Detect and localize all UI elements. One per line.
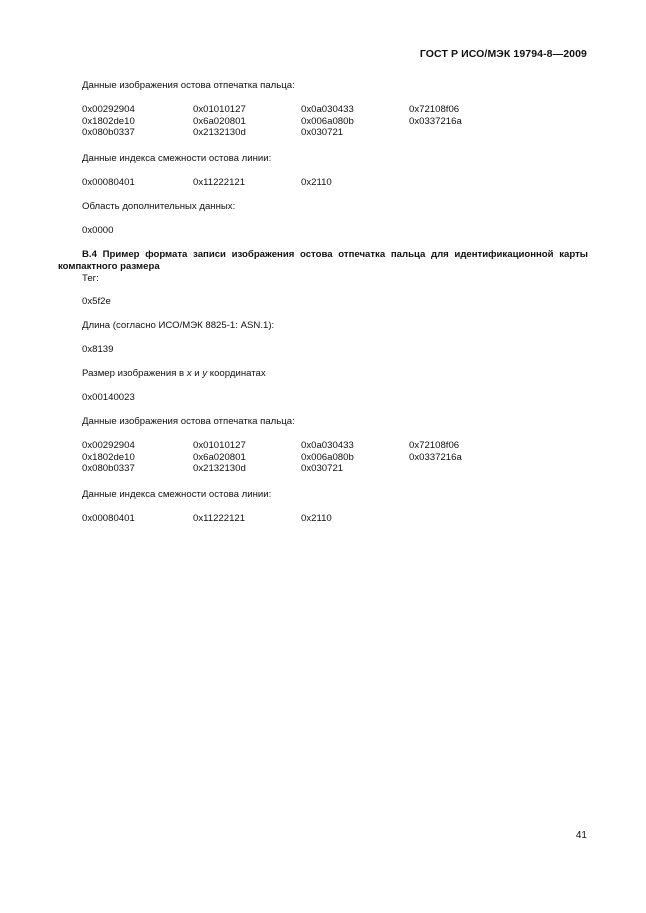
grid-cell: 0x00080401 [82, 513, 135, 524]
grid-cell: 0x2132130d [193, 127, 246, 138]
grid-cell: 0x72108f06 [409, 104, 460, 115]
tag-value: 0x5f2e [82, 296, 111, 307]
grid-cell: 0x11222121 [193, 177, 246, 188]
grid-cell: 0x030721 [301, 127, 344, 138]
image-size-label [82, 368, 266, 380]
image-size-label-and: и [191, 368, 203, 379]
grid-row [82, 440, 517, 452]
grid-row [82, 452, 517, 464]
skeleton-data-label: Данные изображения остова отпечатка пальца: [82, 416, 295, 427]
tag-label: Тег: [82, 273, 99, 284]
section-heading [58, 249, 588, 273]
grid-cell: 0x00292904 [82, 104, 135, 115]
grid-cell: 0x6a020801 [193, 115, 246, 127]
grid-cell: 0x11222121 [193, 513, 246, 524]
grid-cell [409, 463, 517, 475]
grid-cell: 0x0a030433 [301, 440, 354, 451]
grid-cell: 0x1802de10 [82, 115, 135, 127]
extended-data-value: 0x0000 [82, 225, 114, 236]
adjacency-index-label: Данные индекса смежности остова линии: [82, 489, 272, 500]
grid-cell: 0x030721 [301, 463, 344, 474]
adjacency-index-grid [82, 177, 409, 189]
grid-row [82, 127, 517, 139]
page-number: 41 [575, 830, 587, 841]
grid-cell: 0x0337216a [409, 115, 462, 127]
image-size-value: 0x00140023 [82, 392, 135, 403]
grid-row [82, 463, 517, 475]
length-value: 0x8139 [82, 344, 114, 355]
grid-row [82, 116, 517, 128]
length-label: Длина (согласно ИСО/МЭК 8825-1: ASN.1): [82, 320, 275, 331]
grid-cell [409, 127, 517, 139]
grid-cell: 0x01010127 [193, 440, 246, 451]
grid-cell: 0x2110 [301, 513, 332, 524]
y-variable: y [202, 368, 208, 379]
adjacency-index-label: Данные индекса смежности остова линии: [82, 153, 272, 164]
grid-cell: 0x0337216a [409, 451, 462, 463]
grid-cell: 0x00292904 [82, 440, 135, 451]
grid-cell: 0x006a080b [301, 115, 354, 127]
grid-cell: 0x0a030433 [301, 104, 354, 115]
grid-cell: 0x00080401 [82, 177, 135, 188]
section-title-text: Пример формата записи изображения остова отпечатка пальца для идентификационной карты компактного размера [58, 249, 588, 272]
grid-row [82, 177, 409, 189]
grid-row [82, 513, 409, 525]
grid-cell: 0x01010127 [193, 104, 246, 115]
section-number: В.4 [82, 249, 97, 260]
grid-cell: 0x080b0337 [82, 127, 135, 138]
grid-row [82, 104, 517, 116]
extended-data-label: Область дополнительных данных: [82, 201, 236, 212]
grid-cell: 0x6a020801 [193, 451, 246, 463]
skeleton-data-grid [82, 104, 517, 139]
document-id-header: ГОСТ Р ИСО/МЭК 19794-8—2009 [419, 48, 587, 60]
grid-cell: 0x2132130d [193, 463, 246, 474]
skeleton-data-grid [82, 440, 517, 475]
grid-cell: 0x72108f06 [409, 440, 460, 451]
skeleton-data-label: Данные изображения остова отпечатка пальца: [82, 80, 295, 91]
grid-cell: 0x1802de10 [82, 451, 135, 463]
image-size-label-text: Размер изображения в [82, 368, 187, 379]
image-size-label-tail: координатах [207, 368, 266, 379]
grid-cell: 0x2110 [301, 177, 332, 188]
adjacency-index-grid [82, 513, 409, 525]
x-variable: x [186, 368, 192, 379]
grid-cell: 0x080b0337 [82, 463, 135, 474]
grid-cell: 0x006a080b [301, 451, 354, 463]
